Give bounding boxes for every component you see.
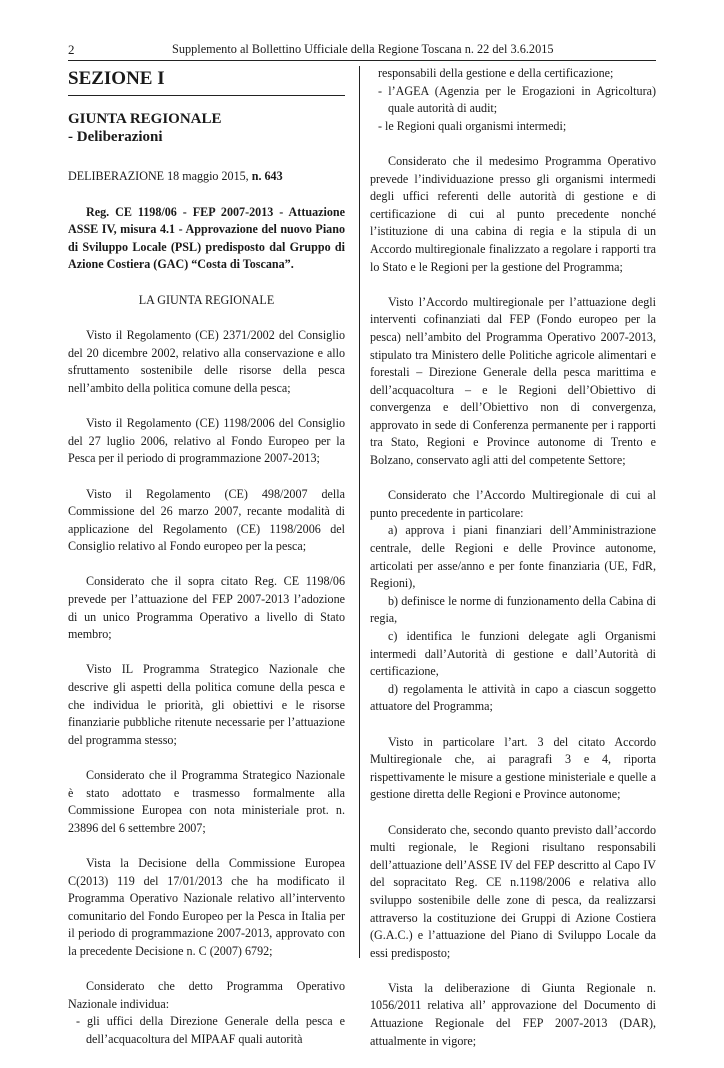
paragraph: Considerato che il Programma Strategico Nazionale è stato adottato e trasmesso formalmente alla Commissione Europea con nota ministeriale prot. n. 23896 del 6 settembre 2007; [68,768,345,835]
deliberation-number: n. 643 [251,169,283,183]
paragraph: Considerato che l’Accordo Multiregionale di cui al punto precedente in particolare: [370,488,656,520]
deliberation-date-text: DELIBERAZIONE 18 maggio 2015, [68,169,252,183]
list-item: d) regolamenta le attività in capo a ciascun soggetto attuatore del Programma; [370,681,656,714]
paragraph: Visto il Regolamento (CE) 2371/2002 del Consiglio del 20 dicembre 2002, relativo alla conservazione e allo sfruttamento sostenibile delle risorse della pesca nell’ambito della politica comune della pesca; [68,328,345,395]
list-item: b) definisce le norme di funzionamento della Cabina di regia, [370,593,656,626]
paragraph: Visto in particolare l’art. 3 del citato Accordo Multiregionale che, ai paragrafi 3 e 4, riporta rispettivamente le misure a gestione ministeriale e quelle a gestione diretta delle Regioni e Province autonome; [370,734,656,802]
section-title: SEZIONE I [68,68,165,89]
list-item: a) approva i piani finanziari dell’Amministrazione centrale, delle Regioni e delle Province autonome, articolati per asse/anno e per fonte finanziaria (UE, FdR, Regioni), [370,523,656,591]
list-item: - le Regioni quali organismi intermedi; [378,118,567,133]
list-item: c) identifica le funzioni delegate agli Organismi intermedi dall’Autorità di gestione e dall’Autorità di certificazione, [370,629,656,679]
paragraph: Visto IL Programma Strategico Nazionale che descrive gli aspetti della politica comune della pesca e che individua le priorità, gli obiettivi e le risorse finanziarie pubbliche ritenute necessarie per l’attuazione del programma stesso; [68,662,345,747]
list-item: - gli uffici della Direzione Generale della pesca e dell’acquacoltura del MIPAAF quali autorità [76,1014,345,1046]
paragraph: Vista la Decisione della Commissione Europea C(2013) 119 del 17/01/2013 che ha modificato il Programma Operativo Nazionale relativo all’intervento comunitario del Fondo Europeo per la Pesca in Italia per il periodo di programmazione 2007-2013, approvato con la precedente Decisione n. C (2007) 6792; [68,855,345,958]
section-rule [68,95,345,96]
list-item-continuation: responsabili della gestione e della certificazione; [378,66,614,80]
left-column [68,68,345,1049]
right-column [370,65,656,1068]
paragraph: Visto il Regolamento (CE) 1198/2006 del Consiglio del 27 luglio 2006, relativo al Fondo Europeo per la Pesca per il periodo di programmazione 2007-2013; [68,416,345,466]
paragraph: Visto il Regolamento (CE) 498/2007 della Commissione del 26 marzo 2007, recante modalità di applicazione del Regolamento (CE) 1198/2006 del Consiglio relativo al Fondo europeo per la pesca; [68,486,345,554]
paragraph: Considerato che il medesimo Programma Operativo prevede l’individuazione presso gli organismi intermedi degli uffici referenti delle autorità di gestione e di certificazione di cui al punto precedente nonché l’istituzione di una cabina di regia e la stipula di un Accordo multiregionale finalizzato a regolare i rapporti tra lo Stato e le Regioni per la gestione del Programma; [370,153,656,274]
paragraph: Considerato che il sopra citato Reg. CE 1198/06 prevede per l’attuazione del FEP 2007-2013 l’adozione di un unico Programma Operativo a livello di Stato membro; [68,574,345,642]
sub-title-giunta: GIUNTA REGIONALE [68,111,222,127]
paragraph: Considerato che, secondo quanto previsto dall’accordo multi regionale, le Regioni risultano responsabili dell’attuazione dell’ASSE IV del FEP descritto al Capo IV del sopracitato Reg. CE n.1198/2006 e relativa allo sviluppo sostenibile delle zone di pesca, da realizzarsi attraverso la costituzione dei Gruppi di Azione Costiera (G.A.C.) e l’attuazione del Piano di Sviluppo Locale da essi predisposto; [370,822,656,960]
paragraph: Considerato che detto Programma Operativo Nazionale individua: [68,979,345,1011]
paragraph: Vista la deliberazione di Giunta Regionale n. 1056/2011 relativa all’ approvazione del Documento di Attuazione Regionale del FEP 2007-2013 (DAR), attualmente in vigore; [370,980,656,1048]
column-divider [359,66,360,958]
paragraph: Visto l’Accordo multiregionale per l’attuazione degli interventi cofinanziati dal FEP (Fondo europeo per la pesca) nell’ambito del Programma Operativo 2007-2013, stipulato tra Ministero delle Politiche agricole alimentari e forestali – Direzione Generale della pesca marittima e dell’acquacoltura – e le Regioni dell’Obiettivo di convergenza e dell’Obiettivo non di convergenza, approvato in sede di Conferenza permanente per i rapporti tra Stato, Regioni e Province autonome di Trento e Bolzano, conservato agli atti del competente Settore; [370,294,656,468]
sub-title-deliberazioni: - Deliberazioni [68,129,163,145]
page-number: 2 [68,42,75,57]
deliberation-title: Reg. CE 1198/06 - FEP 2007-2013 - Attuazione ASSE IV, misura 4.1 - Approvazione del nuovo Piano di Sviluppo Locale (PSL) predisposto dal Gruppo di Azione Costiera (GAC) “Costa di Toscana”. [68,204,345,272]
running-header: Supplemento al Bollettino Ufficiale della Regione Toscana n. 22 del 3.6.2015 [172,42,554,56]
giunta-heading: LA GIUNTA REGIONALE [138,292,275,307]
deliberation-date [68,168,345,186]
header-rule [68,60,656,61]
list-item: - l’AGEA (Agenzia per le Erogazioni in Agricoltura) quale autorità di audit; [378,83,656,116]
